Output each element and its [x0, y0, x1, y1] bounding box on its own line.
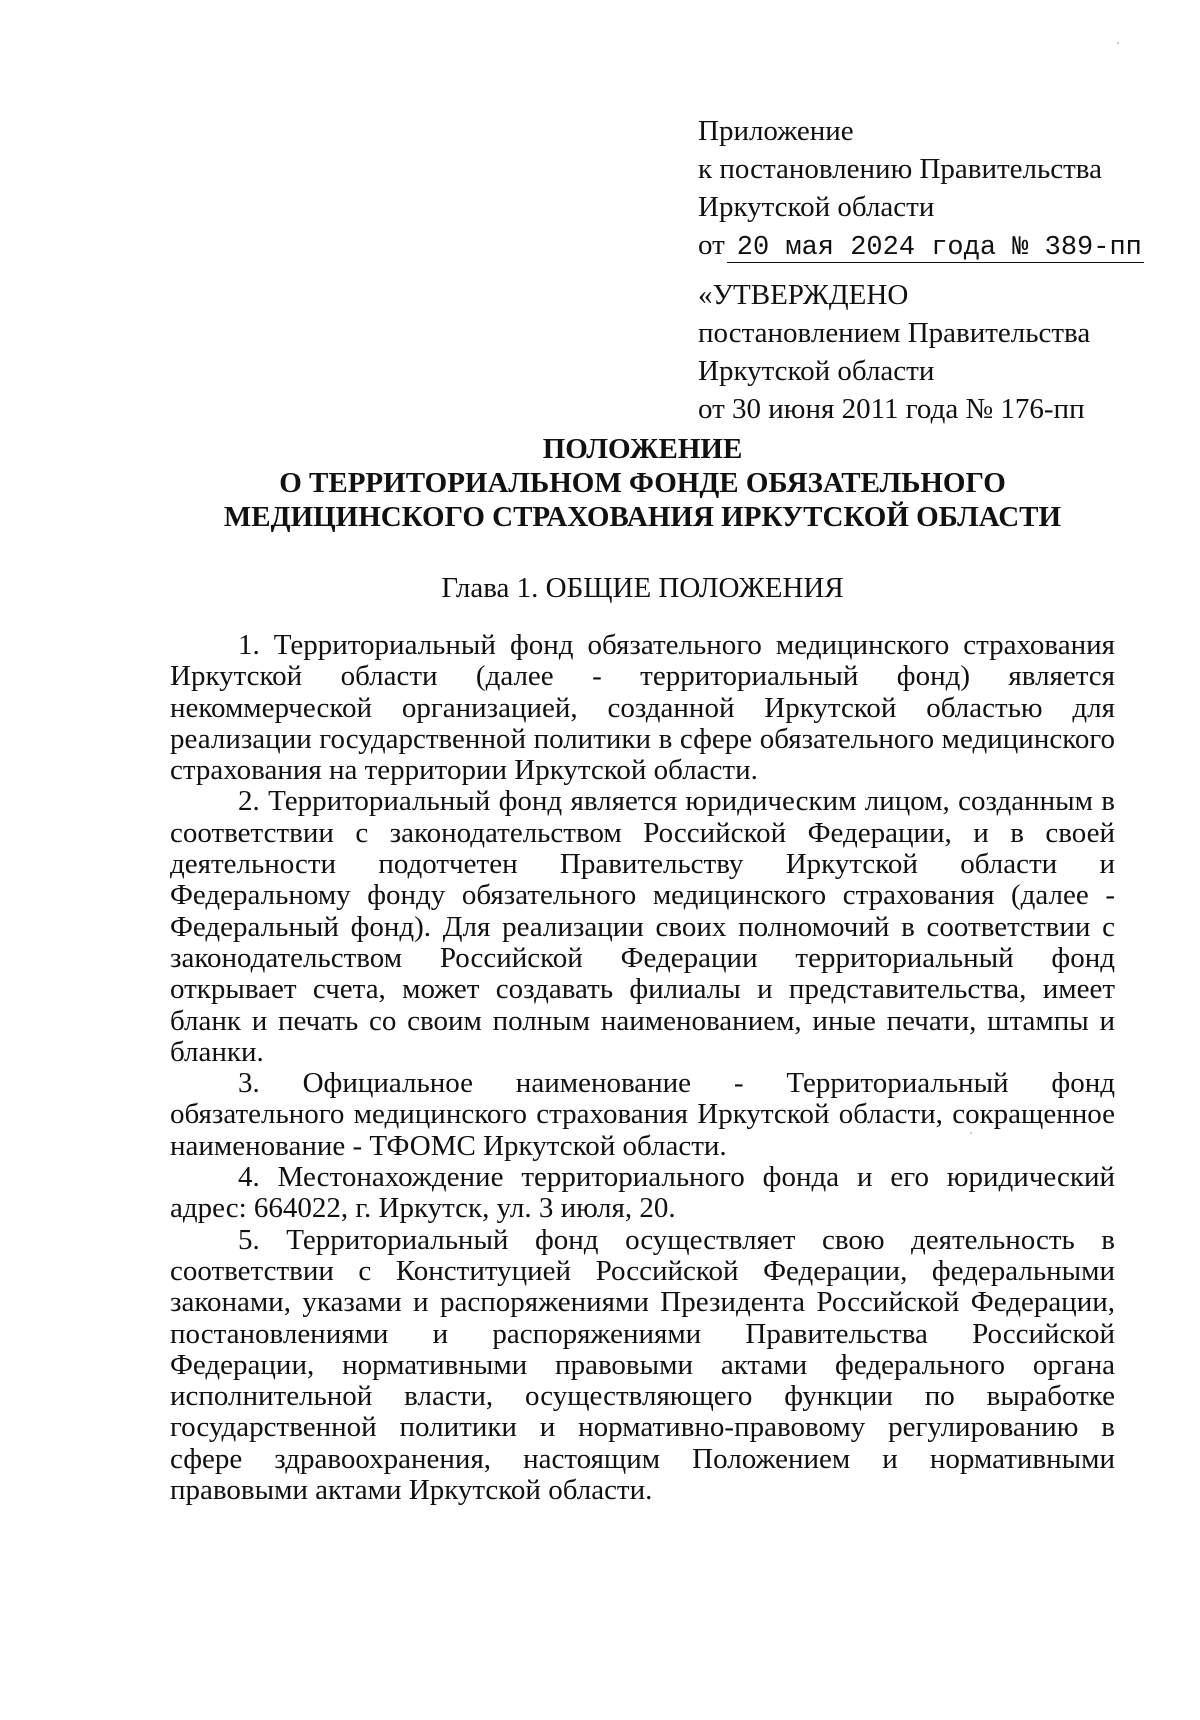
approval-reference: постановлением Правительства [698, 317, 1091, 349]
approval-region: Иркутской области [698, 355, 935, 387]
appendix-date-prefix: от [698, 229, 725, 261]
title-line-2: О ТЕРРИТОРИАЛЬНОМ ФОНДЕ ОБЯЗАТЕЛЬНОГО [279, 467, 1006, 499]
document-title [170, 432, 1115, 534]
scan-speck [970, 1132, 972, 1134]
scan-speck [1117, 42, 1119, 44]
approval-heading: «УТВЕРЖДЕНО [698, 279, 909, 311]
appendix-date-line [698, 226, 1144, 264]
title-line-3: МЕДИЦИНСКОГО СТРАХОВАНИЯ ИРКУТСКОЙ ОБЛАСТИ [223, 501, 1062, 533]
appendix-date-field: 20 мая 2024 года № 389-пп [727, 234, 1144, 263]
paragraph-5: 5. Территориальный фонд осуществляет свою деятельность в соответствии с Конституцией Российской Федерации, федеральными законами, указами и распоряжениями Президента Российской Федерации, постановлениями и распоряжениями Правительства Российской Федерации, нормативными правовыми актами федерального органа исполнительной власти, осуществляющего функции по выработке государственной политики и нормативно-правовому регулированию в сфере здравоохранения, настоящим Положением и нормативными правовыми актами Иркутской области. [170, 1223, 1115, 1507]
paragraph-1: 1. Территориальный фонд обязательного медицинского страхования Иркутской области (далее - территориальный фонд) является некоммерческой организацией, созданной Иркутской областью для реализации государственной политики в сфере обязательного медицинского страхования на территории Иркутской области. [170, 629, 1115, 787]
title-line-1: ПОЛОЖЕНИЕ [542, 433, 743, 465]
approval-date: от 30 июня 2011 года № 176-пп [698, 393, 1085, 425]
paragraph-2: 2. Территориальный фонд является юридическим лицом, созданным в соответствии с законодательством Российской Федерации, и в своей деятельности подотчетен Правительству Иркутской области и Федеральному фонду обязательного медицинского страхования (далее - Федеральный фонд). Для реализации своих полномочий в соответствии с законодательством Российской Федерации территориальный фонд открывает счета, может создавать филиалы и представительства, имеет бланк и печать со своим полным наименованием, иные печати, штампы и бланки. [170, 785, 1115, 1068]
chapter-heading: Глава 1. ОБЩИЕ ПОЛОЖЕНИЯ [441, 572, 844, 604]
paragraph-3: 3. Официальное наименование - Территориальный фонд обязательного медицинского страхования Иркутской области, сокращенное наименование - ТФОМС Иркутской области. [170, 1067, 1115, 1162]
appendix-heading: Приложение [698, 115, 854, 147]
paragraph-4: 4. Местонахождение территориального фонда и его юридический адрес: 664022, г. Иркутск, ул. 3 июля, 20. [170, 1161, 1115, 1225]
document-body [170, 630, 1115, 1506]
appendix-block [698, 112, 1144, 264]
appendix-region: Иркутской области [698, 191, 935, 223]
approval-block [698, 276, 1090, 428]
appendix-reference: к постановлению Правительства [698, 153, 1102, 185]
